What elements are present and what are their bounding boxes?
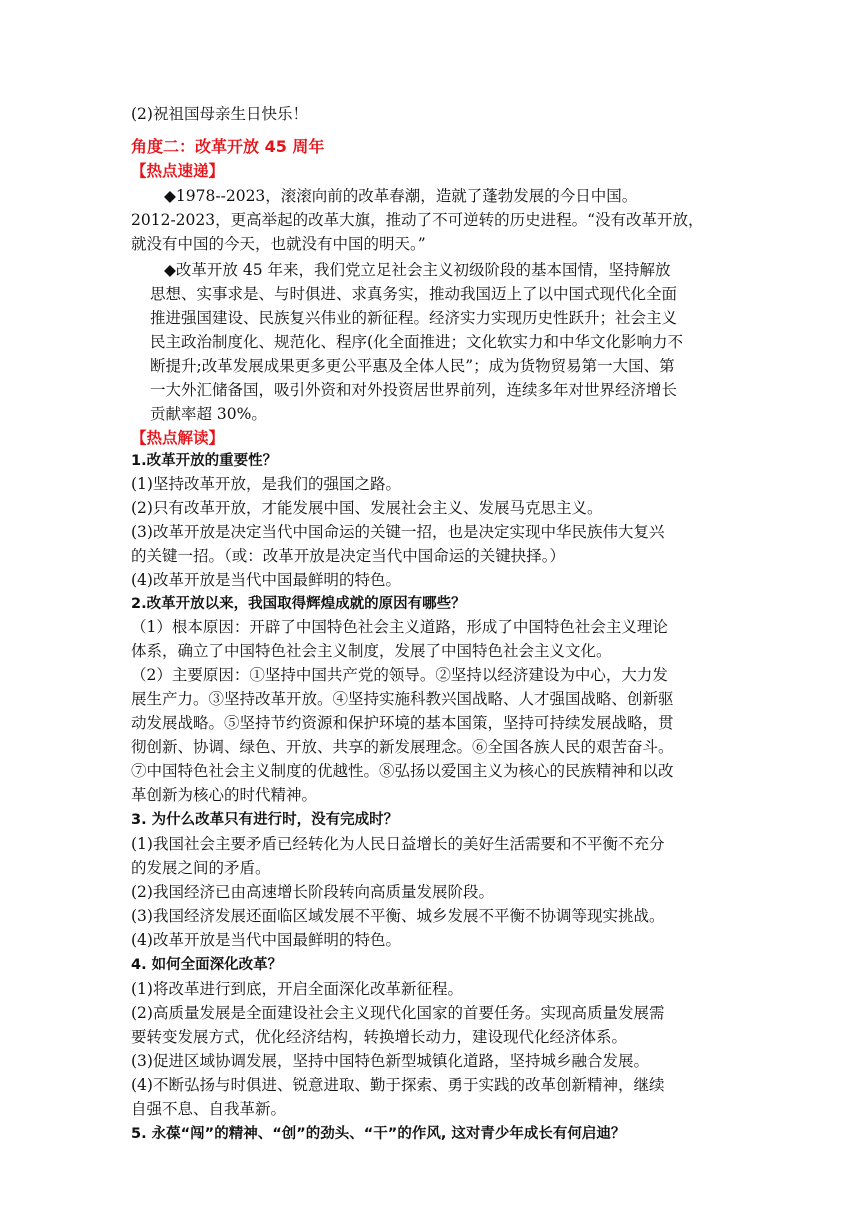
- q2-line: 动发展战略。⑤坚持节约资源和保护环境的基本国策，坚持可持续发展战略，贯: [131, 714, 674, 732]
- q3-line: (2)我国经济已由高速增长阶段转向高质量发展阶段。: [131, 883, 494, 901]
- q1-line: (3)改革开放是决定当代中国命运的关键一招，也是决定实现中华民族伟大复兴: [131, 523, 665, 541]
- q3-line: 的发展之间的矛盾。: [131, 859, 271, 877]
- q1-title: 1.改革开放的重要性？: [131, 453, 278, 469]
- q1-line: (4)改革开放是当代中国最鲜明的特色。: [131, 571, 401, 589]
- angle-title: 角度二：改革开放 45 周年: [131, 137, 325, 156]
- q2-line: 展生产力。③坚持改革开放。④坚持实施科教兴国战略、人才强国战略、创新驱: [131, 690, 674, 708]
- q4-line: 自强不息、自我革新。: [131, 1100, 287, 1118]
- delivery-p2-line: ◆改革开放 45 年来，我们党立足社会主义初级阶段的基本国情，坚持解放: [164, 261, 671, 279]
- q1-line: 的关键一招。（或：改革开放是决定当代中国命运的关键抉择。）: [131, 547, 566, 565]
- q2-line: 体系，确立了中国特色社会主义制度，发展了中国特色社会主义文化。: [131, 642, 612, 660]
- q4-line: (2)高质量发展是全面建设社会主义现代化国家的首要任务。实现高质量发展需: [131, 1004, 665, 1022]
- q5-title: 5. 永葆“闯”的精神、“创”的劲头、“干”的作风, 这对青少年成长有何启迪？: [131, 1126, 626, 1142]
- delivery-p1-line: 2012-2023，更高举起的改革大旗，推动了不可逆转的历史进程。“没有改革开放，: [131, 211, 704, 229]
- q3-line: (1)我国社会主要矛盾已经转化为人民日益增长的美好生活需要和不平衡不充分: [131, 835, 665, 853]
- delivery-p2-line: 民主政治制度化、规范化、程序(化全面推进；文化软实力和中华文化影响力不: [150, 333, 684, 351]
- q2-line: （2）主要原因：①坚持中国共产党的领导。②坚持以经济建设为中心，大力发: [131, 666, 668, 684]
- q2-line: 革创新为核心的时代精神。: [131, 786, 318, 804]
- q3-line: (4)改革开放是当代中国最鲜明的特色。: [131, 931, 401, 949]
- q4-line: (4)不断弘扬与时俱进、锐意进取、勤于探索、勇于实践的改革创新精神，继续: [131, 1076, 665, 1094]
- q3-title: 3. 为什么改革只有进行时，没有完成时？: [131, 812, 399, 828]
- q4-line: (3)促进区域协调发展，坚持中国特色新型城镇化道路，坚持城乡融合发展。: [131, 1052, 649, 1070]
- q1-line: (1)坚持改革开放，是我们的强国之路。: [131, 475, 401, 493]
- delivery-p2-line: 思想、实事求是、与时俱进、求真务实，推动我国迈上了以中国式现代化全面: [150, 285, 678, 303]
- q4-line: (1)将改革进行到底，开启全面深化改革新征程。: [131, 980, 463, 998]
- delivery-p2-line: 贡献率超 30%。: [150, 405, 267, 423]
- q4-title: 4. 如何全面深化改革？: [131, 957, 283, 973]
- delivery-p2-line: 断提升;改革发展成果更多更公平惠及全体人民”；成为货物贸易第一大国、第: [150, 357, 675, 375]
- q3-line: (3)我国经济发展还面临区域发展不平衡、城乡发展不平衡不协调等现实挑战。: [131, 907, 665, 925]
- delivery-p2-line: 推进强国建设、民族复兴伟业的新征程。经济实力实现历史性跃升；社会主义: [150, 309, 678, 327]
- q2-line: 彻创新、协调、绿色、开放、共享的新发展理念。⑥全国各族人民的艰苦奋斗。: [131, 738, 674, 756]
- q2-line: （1）根本原因：开辟了中国特色社会主义道路，形成了中国特色社会主义理论: [131, 618, 668, 636]
- delivery-p1-line: ◆1978--2023，滚滚向前的改革春潮，造就了蓬勃发展的今日中国。: [164, 187, 638, 205]
- q1-line: (2)只有改革开放，才能发展中国、发展社会主义、发展马克思主义。: [131, 499, 603, 517]
- q2-line: ⑦中国特色社会主义制度的优越性。⑧弘扬以爱国主义为核心的民族精神和以改: [131, 762, 674, 780]
- q4-line: 要转变发展方式，优化经济结构，转换增长动力，建设现代化经济体系。: [131, 1028, 628, 1046]
- q2-title: 2.改革开放以来，我国取得辉煌成就的原因有哪些？: [131, 596, 466, 612]
- intro-tail: (2)祝祖国母亲生日快乐！: [131, 105, 308, 123]
- delivery-p2-line: 一大外汇储备国，吸引外资和对外投资居世界前列，连续多年对世界经济增长: [150, 381, 678, 399]
- hot-analysis-tag: 【热点解读】: [131, 429, 225, 447]
- delivery-p1-line: 就没有中国的今天，也就没有中国的明天。”: [131, 235, 426, 253]
- hot-delivery-tag: 【热点速递】: [131, 162, 225, 180]
